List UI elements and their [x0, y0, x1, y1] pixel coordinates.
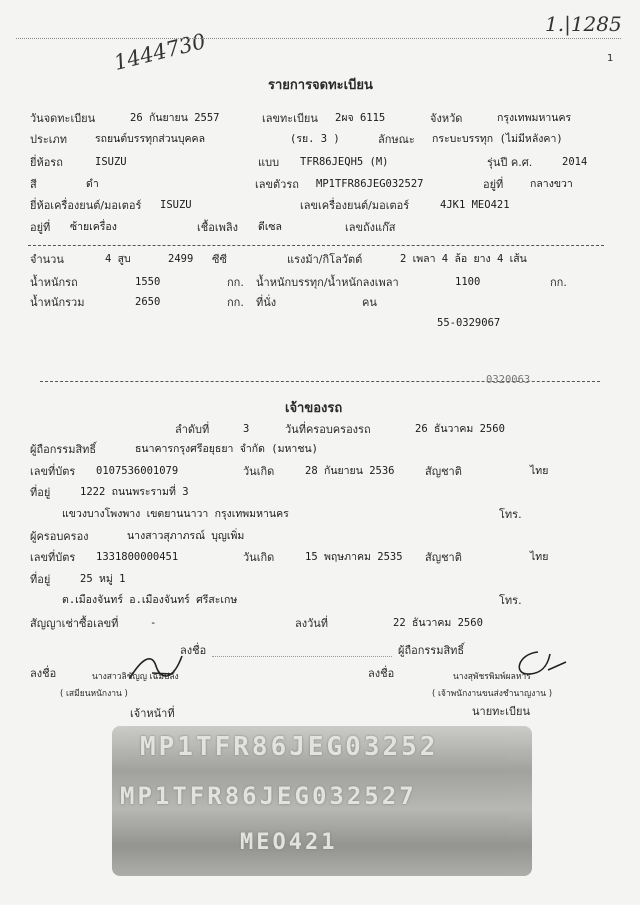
plate-number: 2ผจ 6115 [335, 112, 386, 124]
handwritten-number: 1444730 [111, 29, 209, 75]
engine-number: 4JK1 MEO421 [440, 199, 510, 211]
holder-address-1: 25 หมู่ 1 [80, 573, 126, 585]
load-weight: 1100 [455, 276, 481, 288]
vehicle-brand: ISUZU [95, 156, 127, 168]
gas-tank-label: เลขถังแก๊ส [345, 221, 396, 234]
corner-number: 1.|1285 [545, 12, 622, 36]
holder-addr-label: ที่อยู่ [30, 573, 51, 586]
chassis-location: กลางขวา [530, 178, 573, 190]
total-weight: 2650 [135, 296, 161, 308]
cc-unit: ซีซี [212, 253, 227, 266]
model-label: แบบ [258, 156, 280, 169]
vehicle-model: TFR86JEQH5 (M) [300, 156, 389, 168]
holder-label: ผู้ครอบครอง [30, 530, 89, 543]
left-signer-title: ( เสมียนหนักงาน ) [60, 689, 128, 699]
chassis-label: เลขตัวรถ [255, 178, 299, 191]
holder-id: 1331800000451 [96, 551, 179, 563]
contract-date: 22 ธันวาคม 2560 [393, 617, 483, 629]
style-label: ลักษณะ [378, 133, 415, 146]
engine-brand: ISUZU [160, 199, 192, 211]
number-fragment: 0320063 [486, 374, 531, 386]
contract-number: - [150, 617, 157, 629]
holder-birth: 15 พฤษภาคม 2535 [305, 551, 403, 563]
owner-id: 0107536001079 [96, 465, 179, 477]
top-border [16, 38, 621, 39]
owner-label: ผู้ถือกรรมสิทธิ์ [30, 443, 97, 456]
owner-birth-label: วันเกิด [243, 465, 275, 478]
possess-date: 26 ธันวาคม 2560 [415, 423, 505, 435]
owner-address-1: 1222 ถนนพระรามที่ 3 [80, 486, 189, 498]
engine-brand-label: ยี่ห้อเครื่องยนต์/มอเตอร์ [30, 199, 142, 212]
right-signature-mark [498, 644, 568, 684]
left-signature-mark [122, 648, 192, 688]
power-label: แรงม้า/กิโลวัตต์ [287, 253, 363, 266]
right-signer-title: ( เจ้าพนักงานขนส่งชำนาญงาน ) [432, 689, 553, 699]
holder-nation: ไทย [530, 551, 549, 563]
model-year-label: รุ่นปี ค.ศ. [487, 156, 533, 169]
sign-label-2: ลงชื่อ [30, 667, 57, 680]
sequence-number: 3 [243, 423, 250, 435]
officer-label: เจ้าหน้าที่ [130, 707, 175, 720]
holder-nation-label: สัญชาติ [425, 551, 462, 564]
owner-addr-label: ที่อยู่ [30, 486, 51, 499]
owner-nation: ไทย [530, 465, 549, 477]
weight-kg: กก. [227, 276, 244, 289]
owner-birth: 28 กันยายน 2536 [305, 465, 395, 477]
owner-tel-label: โทร. [499, 508, 522, 521]
engine-cc: 2499 [168, 253, 194, 265]
chassis-number: MP1TFR86JEG032527 [316, 178, 424, 190]
chassis-rubbing-tape [112, 726, 532, 876]
rubbing-line-2: MP1TFR86JEG032527 [120, 782, 417, 810]
engine-number-label: เลขเครื่องยนต์/มอเตอร์ [300, 199, 410, 212]
possess-date-label: วันที่ครอบครองรถ [285, 423, 371, 436]
fuel-label: เชื้อเพลิง [197, 221, 238, 234]
color-label: สี [30, 178, 37, 191]
sign-label-1: ลงชื่อ [180, 644, 207, 657]
engine-location: ซ้ายเครื่อง [70, 221, 117, 233]
owner-heading: เจ้าของรถ [285, 401, 343, 416]
count-label: จำนวน [30, 253, 64, 266]
owner-nation-label: สัญชาติ [425, 465, 462, 478]
holder-name: นางสาวสุภาภรณ์ บุญเพิ่ม [127, 530, 245, 542]
sequence-label: ลำดับที่ [175, 423, 210, 436]
owner-name: ธนาคารกรุงศรีอยุธยา จำกัด (มหาชน) [135, 443, 318, 455]
persons-unit: คน [362, 296, 377, 309]
holder-birth-label: วันเกิด [243, 551, 275, 564]
axles: 2 เพลา 4 ล้อ ยาง 4 เส้น [400, 253, 527, 265]
holder-id-label: เลขที่บัตร [30, 551, 76, 564]
rubbing-line-3: MEO421 [240, 830, 338, 855]
weight-label: น้ำหนักรถ [30, 276, 78, 289]
registration-date: 26 กันยายน 2557 [130, 112, 220, 124]
location-label: อยู่ที่ [483, 178, 504, 191]
holder-address-2: ต.เมืองจันทร์ อ.เมืองจันทร์ ศรีสะเกษ [62, 594, 238, 606]
registration-date-label: วันจดทะเบียน [30, 112, 96, 125]
type-label: ประเภท [30, 133, 68, 146]
vehicle-style: กระบะบรรทุก (ไม่มีหลังคา) [432, 133, 563, 145]
registrar-label: นายทะเบียน [472, 705, 531, 718]
reference-number: 55-0329067 [437, 317, 501, 329]
contract-date-label: ลงวันที่ [295, 617, 329, 630]
load-kg: กก. [550, 276, 567, 289]
fuel-type: ดีเซล [258, 221, 282, 233]
document-title: รายการจดทะเบียน [268, 78, 373, 93]
section-rule [28, 245, 604, 246]
engine-location-label: อยู่ที่ [30, 221, 51, 234]
owner-address-2: แขวงบางโพงพาง เขตยานนาวา กรุงเทพมหานคร [62, 508, 289, 520]
total-weight-label: น้ำหนักรวม [30, 296, 85, 309]
total-kg: กก. [227, 296, 244, 309]
sign-line-1 [212, 656, 392, 657]
model-year: 2014 [562, 156, 588, 168]
province-value: กรุงเทพมหานคร [497, 112, 572, 124]
left-signer-name: นางสาวลิชัญญ เฉมปลั่ง [92, 672, 179, 682]
vehicle-type-code: (รย. 3 ) [290, 133, 340, 145]
page-number: 1 [607, 53, 614, 64]
holder-tel-label: โทร. [499, 594, 522, 607]
vehicle-weight: 1550 [135, 276, 161, 288]
plate-label: เลขทะเบียน [262, 112, 318, 125]
owner-id-label: เลขที่บัตร [30, 465, 76, 478]
contract-label: สัญญาเช่าซื้อเลขที่ [30, 617, 119, 630]
sign-label-3: ลงชื่อ [368, 667, 395, 680]
seats-label: ที่นั่ง [256, 296, 277, 309]
vehicle-type: รถยนต์บรรทุกส่วนบุคคล [95, 133, 205, 145]
brand-label: ยี่ห้อรถ [30, 156, 63, 169]
right-signer-name: นางสุพัชรพิมพ์ผลหาร [453, 672, 531, 682]
rubbing-line-1: MP1TFR86JEG03252 [140, 732, 439, 762]
province-label: จังหวัด [430, 112, 463, 125]
owner-signature-label: ผู้ถือกรรมสิทธิ์ [398, 644, 465, 657]
vehicle-color: ดำ [86, 178, 99, 190]
cylinders: 4 สูบ [105, 253, 131, 265]
load-label: น้ำหนักบรรทุก/น้ำหนักลงเพลา [256, 276, 399, 289]
